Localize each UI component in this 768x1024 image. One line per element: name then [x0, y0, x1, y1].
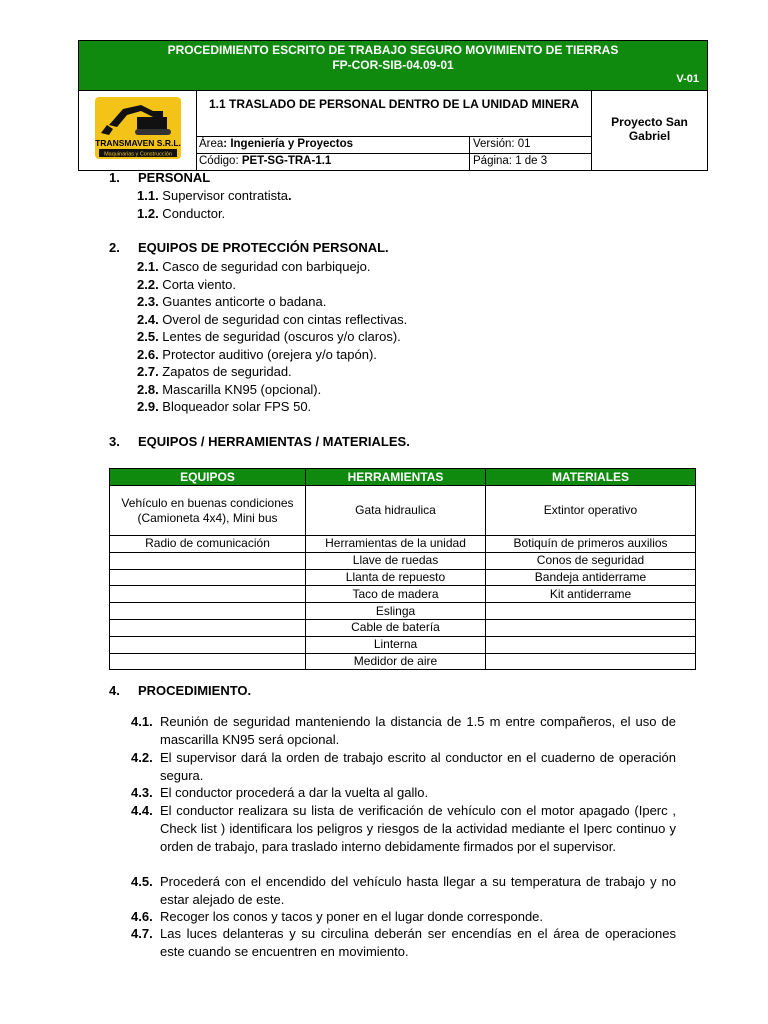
table-cell: Llanta de repuesto — [306, 569, 486, 586]
table-cell — [110, 619, 306, 636]
table-cell: Vehículo en buenas condiciones (Camioneta 4x4), Mini bus — [110, 486, 306, 536]
table-cell — [486, 653, 696, 670]
document-header — [78, 40, 708, 171]
table-cell — [110, 552, 306, 569]
table-cell: Taco de madera — [306, 586, 486, 603]
table-cell: Conos de seguridad — [486, 552, 696, 569]
table-cell: Medidor de aire — [306, 653, 486, 670]
table-row — [110, 536, 696, 553]
list-item: 2.7. Zapatos de seguridad. — [137, 364, 292, 379]
area-row — [197, 136, 591, 154]
table-cell — [110, 653, 306, 670]
code-label: Código: — [199, 155, 242, 167]
table-row — [110, 653, 696, 670]
column-header-equipos: EQUIPOS — [110, 469, 306, 486]
list-item: 1.2. Conductor. — [137, 205, 226, 221]
procedure-title: PROCEDIMIENTO ESCRITO DE TRABAJO SEGURO MOVIMIENTO DE TIERRAS — [167, 43, 619, 57]
table-cell — [486, 619, 696, 636]
procedure-step: 4.7. Las luces delanteras y su circulina deberán ser encendías en el área de operaciones este cuando se encuentren en movimiento. — [131, 926, 676, 959]
table-cell: Cable de batería — [306, 619, 486, 636]
procedure-step: 4.5. Procederá con el encendido del vehículo hasta llegar a su temperatura de trabajo y no estar alejado de este. — [131, 874, 676, 907]
version-tag: V-01 — [676, 73, 699, 85]
company-logo — [79, 91, 197, 170]
list-item: 1.1. Supervisor contratista. — [137, 188, 292, 203]
list-item: 2.2. Corta viento. — [137, 276, 237, 292]
section-procedure-heading: 4. PROCEDIMIENTO. — [109, 683, 252, 698]
area-label: Área — [199, 138, 224, 150]
equipment-table — [109, 468, 696, 670]
code-value: PET-SG-TRA-1.1 — [241, 155, 332, 167]
column-header-herramientas: HERRAMIENTAS — [306, 469, 486, 486]
procedure-step: 4.4. El conductor realizara su lista de verificación de vehículo con el motor apagado (Iperc , Check list ) identificara los peligros y riesgos de la actividad mediante el Iperc continuo y orden de trabajo, para traslado interno debidamente firmados por el supervisor. — [131, 803, 676, 854]
table-row — [110, 486, 696, 536]
section-epp-heading: 2. EQUIPOS DE PROTECCIÓN PERSONAL. — [109, 240, 389, 255]
version-label: Versión: 01 — [469, 137, 592, 154]
table-cell — [110, 603, 306, 620]
header-info — [197, 91, 592, 170]
table-cell — [110, 586, 306, 603]
table-header-row — [110, 469, 696, 486]
list-item: 2.6. Protector auditivo (orejera y/o tapón). — [137, 346, 377, 362]
table-cell: Llave de ruedas — [306, 552, 486, 569]
table-cell: Botiquín de primeros auxilios — [486, 536, 696, 553]
area-value: : Ingeniería y Proyectos — [223, 138, 354, 150]
list-item: 2.5. Lentes de seguridad (oscuros y/o claros). — [137, 329, 401, 344]
code-row — [197, 153, 591, 171]
table-cell — [486, 603, 696, 620]
table-cell: Kit antiderrame — [486, 586, 696, 603]
column-header-materiales: MATERIALES — [486, 469, 696, 486]
procedure-step: 4.6. Recoger los conos y tacos y poner en el lugar donde corresponde. — [131, 909, 544, 924]
procedure-step: 4.2. El supervisor dará la orden de trabajo escrito al conductor en el cuaderno de operación segura. — [131, 750, 676, 783]
document-title: 1.1 TRASLADO DE PERSONAL DENTRO DE LA UNIDAD MINERA — [208, 97, 580, 111]
table-cell: Herramientas de la unidad — [306, 536, 486, 553]
list-item: 2.3. Guantes anticorte o badana. — [137, 294, 327, 309]
list-item: 2.9. Bloqueador solar FPS 50. — [137, 399, 312, 414]
svg-text:Maquinarias y Construcción: Maquinarias y Construcción — [104, 151, 172, 158]
table-cell: Radio de comunicación — [110, 536, 306, 553]
page-label: Página: 1 de 3 — [469, 154, 592, 171]
table-cell — [486, 636, 696, 653]
table-row — [110, 603, 696, 620]
project-name: Proyecto San Gabriel — [611, 115, 688, 143]
table-cell: Extintor operativo — [486, 486, 696, 536]
table-row — [110, 586, 696, 603]
table-row — [110, 552, 696, 569]
project-cell — [592, 91, 707, 170]
procedure-step: 4.1. Reunión de seguridad manteniendo la distancia de 1.5 m entre compañeros, el uso de mascarilla KN95 será opcional. — [131, 714, 676, 747]
list-item: 2.4. Overol de seguridad con cintas reflectivas. — [137, 311, 408, 327]
table-cell: Linterna — [306, 636, 486, 653]
procedure-step: 4.3. El conductor procederá a dar la vuelta al gallo. — [131, 785, 429, 800]
section-personal-heading: 1. PERSONAL — [109, 170, 211, 185]
table-row — [110, 636, 696, 653]
table-cell: Bandeja antiderrame — [486, 569, 696, 586]
table-row — [110, 619, 696, 636]
table-cell: Gata hidraulica — [306, 486, 486, 536]
table-row — [110, 569, 696, 586]
table-cell — [110, 569, 306, 586]
list-item: 2.1. Casco de seguridad con barbiquejo. — [137, 259, 371, 274]
table-cell: Eslinga — [306, 603, 486, 620]
svg-text:TRANSMAVEN S.R.L.: TRANSMAVEN S.R.L. — [95, 138, 181, 148]
excavator-logo-icon — [79, 91, 195, 168]
header-title-bar — [79, 41, 707, 91]
procedure-code: FP-COR-SIB-04.09-01 — [332, 58, 454, 72]
list-item: 2.8. Mascarilla KN95 (opcional). — [137, 381, 322, 397]
table-cell — [110, 636, 306, 653]
section-equipment-heading: 3. EQUIPOS / HERRAMIENTAS / MATERIALES. — [109, 434, 410, 449]
